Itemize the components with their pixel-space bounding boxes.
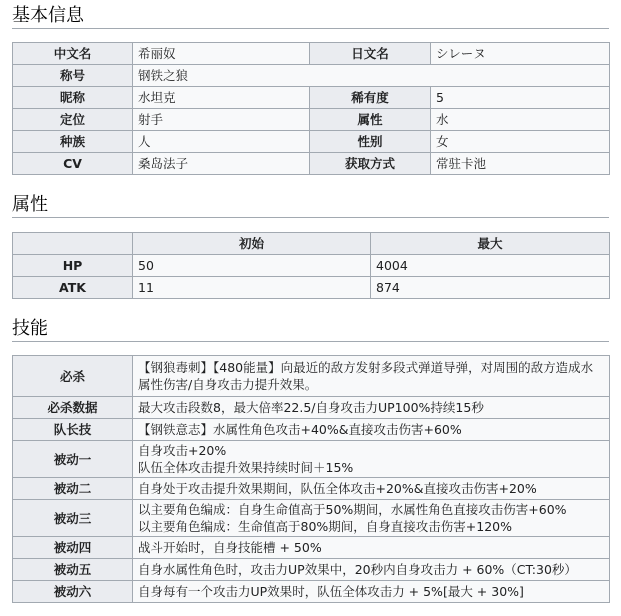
label-element: 属性: [310, 109, 431, 131]
value-passive-1: [133, 441, 610, 478]
value-chinese-name: 希丽奴: [133, 43, 310, 65]
label-atk: ATK: [13, 277, 133, 299]
table-row: [13, 277, 610, 299]
label-role: 定位: [13, 109, 133, 131]
table-row: [13, 109, 610, 131]
value-passive-2: 自身处于攻击提升效果期间，队伍全体攻击+20%&直接攻击伤害+20%: [133, 478, 610, 500]
table-row: [13, 500, 610, 537]
attributes-table: [12, 232, 610, 299]
section-title-attributes: 属性: [12, 193, 609, 218]
table-row: [13, 131, 610, 153]
label-rarity: 稀有度: [310, 87, 431, 109]
passive-3-line-2: 以主要角色编成：生命值高于80%期间，自身直接攻击伤害+120%: [138, 519, 512, 534]
value-role: 射手: [133, 109, 310, 131]
value-atk-initial: 11: [133, 277, 371, 299]
value-passive-6: 自身每有一个攻击力UP效果时，队伍全体攻击力 + 5%[最大 + 30%]: [133, 581, 610, 603]
label-cv: CV: [13, 153, 133, 175]
value-race: 人: [133, 131, 310, 153]
label-passive-1: 被动一: [13, 441, 133, 478]
value-japanese-name: シレーヌ: [431, 43, 610, 65]
table-row: [13, 397, 610, 419]
passive-1-line-1: 自身攻击+20%: [138, 443, 227, 458]
table-row: [13, 581, 610, 603]
value-hp-initial: 50: [133, 255, 371, 277]
label-hp: HP: [13, 255, 133, 277]
value-hp-max: 4004: [371, 255, 610, 277]
value-passive-5: 自身水属性角色时，攻击力UP效果中，20秒内自身攻击力 + 60%（CT:30秒）: [133, 559, 610, 581]
header-initial: 初始: [133, 233, 371, 255]
section-title-skills: 技能: [12, 317, 609, 342]
label-gender: 性别: [310, 131, 431, 153]
label-race: 种族: [13, 131, 133, 153]
label-passive-2: 被动二: [13, 478, 133, 500]
ultimate-line-2: 属性伤害/自身攻击力提升效果。: [138, 377, 318, 392]
label-chinese-name: 中文名: [13, 43, 133, 65]
label-ultimate-data: 必杀数据: [13, 397, 133, 419]
value-ultimate-data: 最大攻击段数8，最大倍率22.5/自身攻击力UP100%持续15秒: [133, 397, 610, 419]
label-leader-skill: 队长技: [13, 419, 133, 441]
label-passive-6: 被动六: [13, 581, 133, 603]
value-nickname: 水坦克: [133, 87, 310, 109]
label-passive-3: 被动三: [13, 500, 133, 537]
table-row: [13, 441, 610, 478]
table-row: [13, 559, 610, 581]
table-row: [13, 87, 610, 109]
value-obtain: 常驻卡池: [431, 153, 610, 175]
table-row: [13, 537, 610, 559]
value-ultimate: [133, 356, 610, 397]
label-ultimate: 必杀: [13, 356, 133, 397]
table-row: [13, 153, 610, 175]
header-max: 最大: [371, 233, 610, 255]
value-title: 钢铁之狼: [133, 65, 610, 87]
passive-3-line-1: 以主要角色编成：自身生命值高于50%期间，水属性角色直接攻击伤害+60%: [138, 502, 567, 517]
value-passive-4: 战斗开始时，自身技能槽 + 50%: [133, 537, 610, 559]
passive-1-line-2: 队伍全体攻击提升效果持续时间＋15%: [138, 460, 354, 475]
table-row: [13, 356, 610, 397]
header-empty: [13, 233, 133, 255]
section-title-basic-info: 基本信息: [12, 4, 609, 29]
table-row: [13, 233, 610, 255]
label-nickname: 昵称: [13, 87, 133, 109]
label-obtain: 获取方式: [310, 153, 431, 175]
label-japanese-name: 日文名: [310, 43, 431, 65]
value-passive-3: [133, 500, 610, 537]
skills-table: [12, 355, 610, 603]
value-cv: 桑岛法子: [133, 153, 310, 175]
value-leader-skill: 【钢铁意志】水属性角色攻击+40%&直接攻击伤害+60%: [133, 419, 610, 441]
value-element: 水: [431, 109, 610, 131]
basic-info-table: [12, 42, 610, 175]
table-row: [13, 255, 610, 277]
label-passive-4: 被动四: [13, 537, 133, 559]
value-rarity: 5: [431, 87, 610, 109]
table-row: [13, 65, 610, 87]
table-row: [13, 43, 610, 65]
label-title: 称号: [13, 65, 133, 87]
ultimate-line-1: 【钢狼毒刺】【480能量】向最近的敌方发射多段式弹道导弹，对周围的敌方造成水: [138, 360, 594, 375]
table-row: [13, 419, 610, 441]
value-gender: 女: [431, 131, 610, 153]
table-row: [13, 478, 610, 500]
label-passive-5: 被动五: [13, 559, 133, 581]
value-atk-max: 874: [371, 277, 610, 299]
